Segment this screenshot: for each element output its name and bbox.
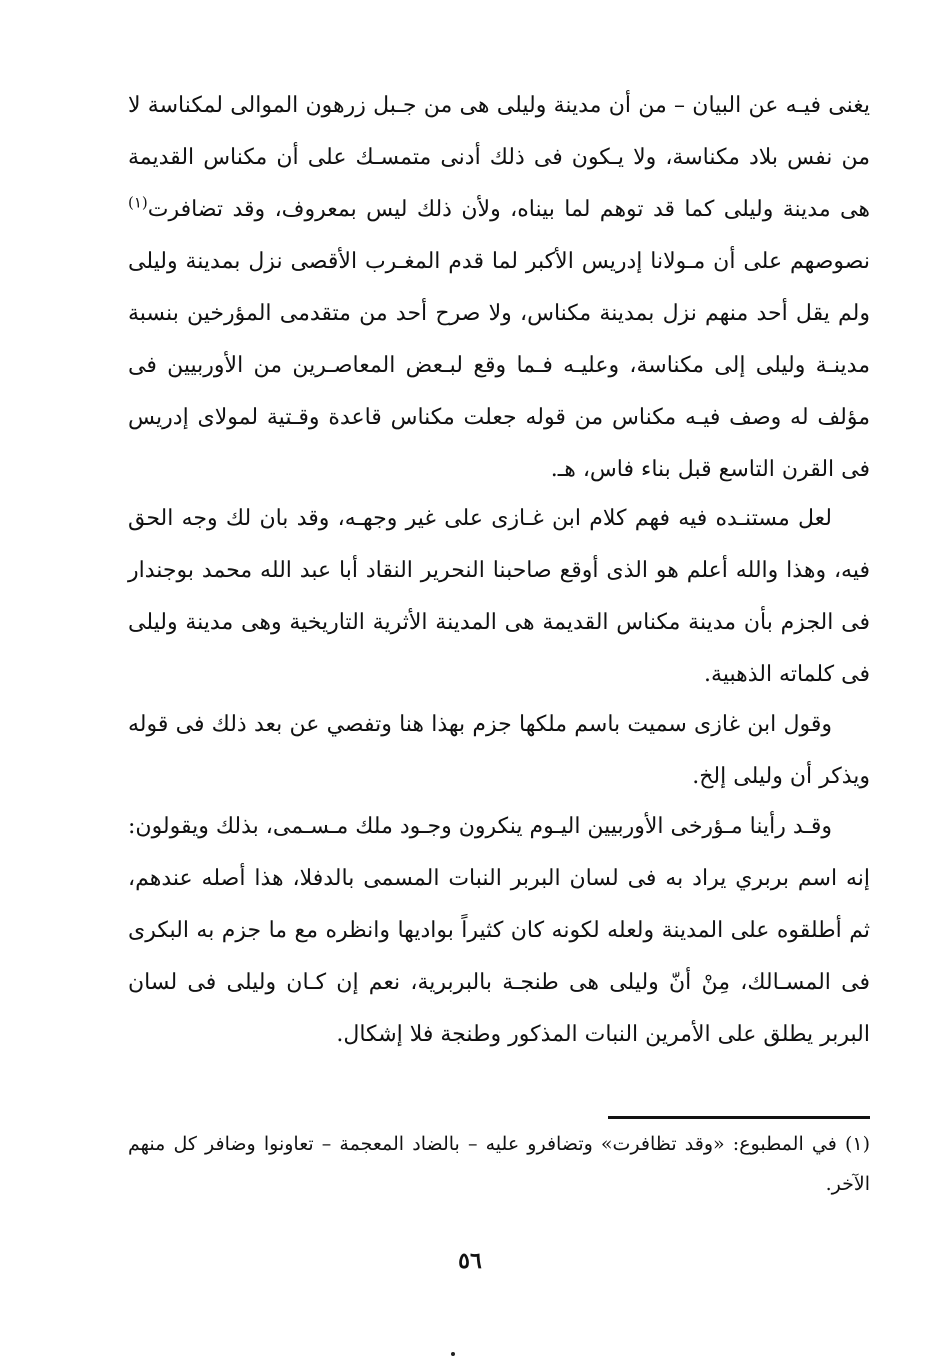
paragraph-1-text: يغنى فيـه عن البيان – من أن مدينة وليلى هى من جـبل زرهون الموالى لمكناسة لا من نفس بلاد مكناسة، ولا يـكون فى ذلك أدنى متمسـك على أن مكناس القديمة هى مدينة وليلى كما قد توهم لما بيناه، ولأن ذلك ليس بمعروف، وقد تضافرت bbox=[128, 93, 871, 222]
footnote-text: (١) في المطبوع: «وقد تظافرت» وتضافرو عليه – بالضاد المعجمة – تعاونوا وضافر كل منهم الآخر. bbox=[128, 1133, 870, 1195]
paragraph-3: وقول ابن غازى سميت باسم ملكها جزم بهذا هنا وتفصي عن بعد ذلك فى قوله ويذكر أن وليلى إلخ. bbox=[128, 712, 870, 789]
scan-speck bbox=[451, 1352, 455, 1356]
paragraph-4: وقـد رأينا مـؤرخى الأوربيين اليـوم ينكرون وجـود ملك مـسـمى، بذلك ويقولون: إنه اسم بربري يراد به فى لسان البربر النبات المسمى بالدفلا، هذا أصله عندهم، ثم أطلقوه على المدينة ولعله لكونه كان كثيراً بواديها وانظره مع ما جزم به البكرى فى المسـالك، مِنْ أنّ وليلى هى طنجـة بالبربرية، نعم إن كـان وليلى فى لسان البربر يطلق على الأمرين النبات المذكور وطنجة فلا إشكال. bbox=[128, 814, 870, 1047]
paragraph-1-continuation: نصوصهم على أن مـولانا إدريس الأكبر لما قدم المغـرب الأقصى نزل بمدينة وليلى ولم يقل أحد منهم نزل بمدينة مكناس، ولا صرح أحد من متقدمى المؤرخين بنسبة مدينـة وليلى إلى مكناسة، وعليـه فـما وقع لبـعض المعاصـرين من الأوربيين فى مؤلف له وصف فيـه مكناس من قوله جعلت مكناس قاعدة وقـتية لمولاى إدريس فى القرن التاسع قبل بناء فاس، هـ. bbox=[128, 249, 870, 482]
footnote-divider bbox=[608, 1116, 870, 1119]
page-number: ٥٦ bbox=[458, 1248, 482, 1274]
footnote-reference[interactable]: (١) bbox=[128, 193, 148, 212]
paragraph-1 bbox=[128, 80, 870, 496]
paragraph-2: لعل مستنـده فيه فهم كلام ابن غـازى على غير وجهـه، وقد بان لك وجه الحق فيه، وهذا والله أعلم هو الذى أوقع صاحبنا النحرير النقاد أبا عبد الله محمد بوجندار فى الجزم بأن مدينة مكناس القديمة هى المدينة الأثرية التاريخية وهى مدينة وليلى فى كلماته الذهبية. bbox=[128, 506, 870, 687]
